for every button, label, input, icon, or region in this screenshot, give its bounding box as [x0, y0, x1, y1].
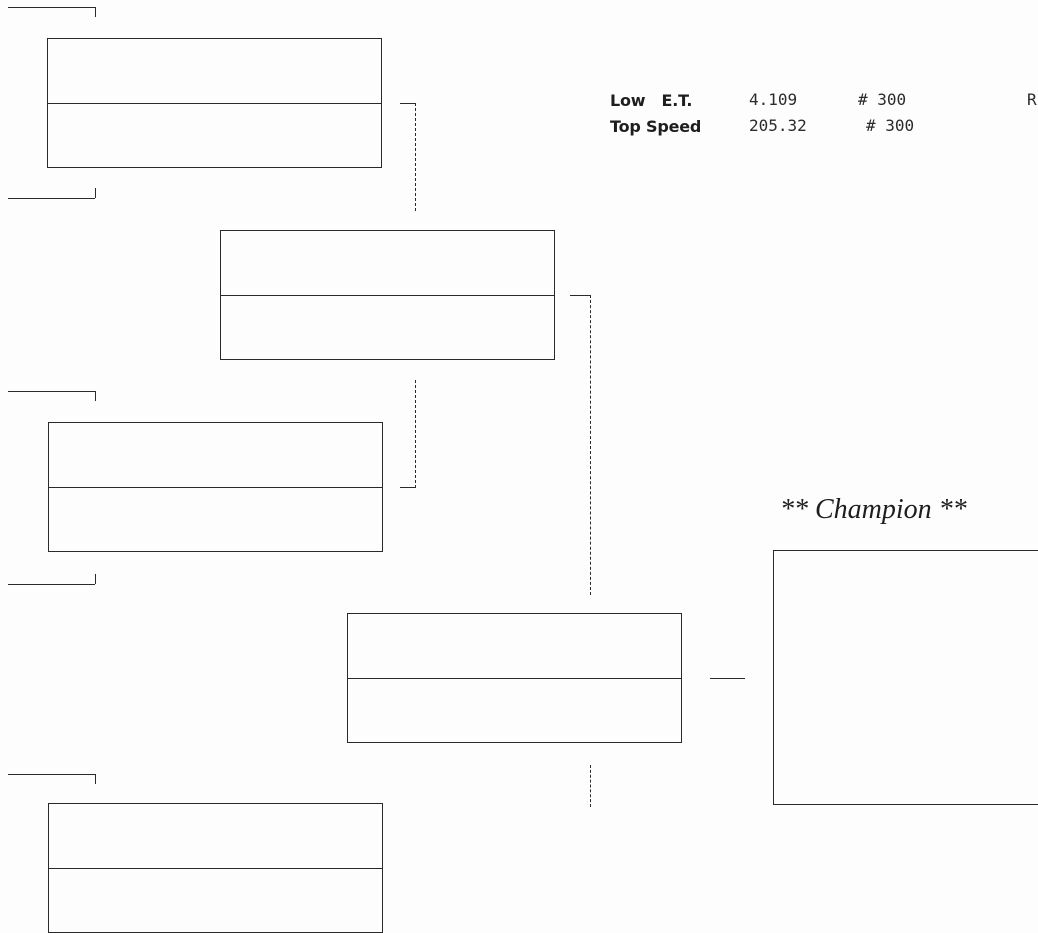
entry-tick-1: [95, 7, 96, 17]
match-box-divider: [48, 103, 381, 104]
connector-c-v: [415, 380, 416, 488]
entry-line-2: [8, 198, 95, 199]
entry-tick-2: [95, 188, 96, 198]
match-box-divider: [49, 487, 382, 488]
connector-r2-v: [590, 295, 591, 595]
connector-r2-h: [570, 295, 590, 296]
entry-line-1: [8, 7, 95, 8]
match-box-divider: [221, 295, 554, 296]
low-et-label: Low E.T.: [610, 91, 693, 110]
connector-final-h: [710, 678, 745, 679]
clipped-right-text: R: [1027, 90, 1037, 109]
entry-line-4: [8, 584, 95, 585]
match-box-divider: [49, 868, 382, 869]
match-box-r1-e[interactable]: [48, 803, 383, 933]
low-et-car: # 300: [858, 90, 907, 109]
top-speed-label: Top Speed: [610, 117, 702, 136]
entry-tick-4: [95, 574, 96, 584]
low-et-value: 4.109: [749, 90, 798, 109]
match-box-r1-a[interactable]: [47, 38, 382, 168]
champion-box[interactable]: [773, 550, 1038, 805]
champion-title: ** Champion **: [780, 494, 967, 525]
top-speed-value: 205.32: [749, 116, 807, 135]
match-box-final[interactable]: [347, 613, 682, 743]
entry-tick-3: [95, 391, 96, 401]
entry-line-3: [8, 391, 95, 392]
top-speed-car: # 300: [866, 116, 915, 135]
connector-c-h: [400, 487, 416, 488]
match-box-r2[interactable]: [220, 230, 555, 360]
match-box-divider: [348, 678, 681, 679]
connector-a-h: [400, 103, 416, 104]
entry-line-5: [8, 774, 95, 775]
entry-tick-5: [95, 774, 96, 784]
connector-bottom-v: [590, 765, 591, 807]
connector-a-v: [415, 103, 416, 211]
match-box-r1-c[interactable]: [48, 422, 383, 552]
